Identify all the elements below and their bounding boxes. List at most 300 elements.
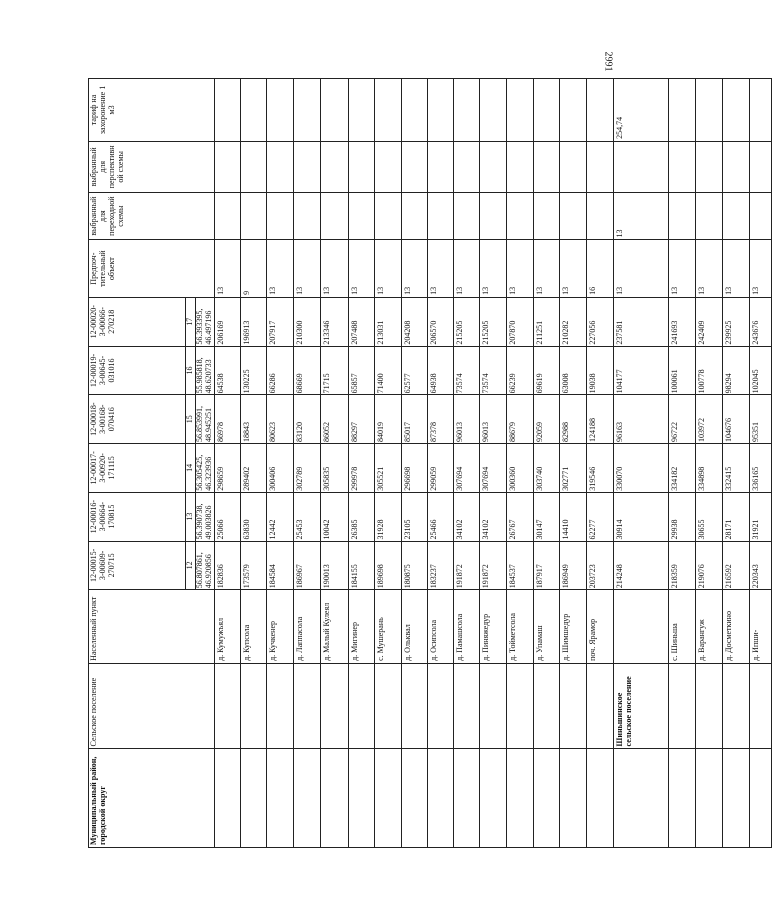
cell-distance: 215205 [479, 297, 506, 346]
cell-prospective [533, 141, 559, 192]
cell-rural [374, 663, 401, 749]
header-tariff: тариф на захоронение 1 м3 [89, 79, 215, 142]
cell-preferred: 13 [533, 240, 559, 297]
cell-prospective [586, 141, 613, 192]
cell-municipality [533, 749, 559, 848]
cell-distance: 207488 [348, 297, 374, 346]
cell-distance: 28171 [722, 492, 749, 541]
header-object-id: 12-00016-З-00664-170815 [89, 492, 186, 541]
cell-distance: 330070 [613, 444, 668, 493]
cell-distance: 210300 [293, 297, 320, 346]
table-row [479, 79, 506, 848]
cell-municipality [214, 749, 240, 848]
cell-settlement: д. Тойметсола [506, 590, 533, 664]
cell-municipality [559, 749, 586, 848]
cell-distance: 242409 [695, 297, 722, 346]
cell-tariff [453, 79, 479, 142]
cell-settlement: поч. Ярамор [586, 590, 613, 664]
cell-preferred: 13 [320, 240, 348, 297]
cell-municipality [320, 749, 348, 848]
cell-transition [293, 192, 320, 240]
cell-preferred: 13 [695, 240, 722, 297]
cell-tariff [240, 79, 266, 142]
table-row [749, 79, 771, 848]
cell-municipality [348, 749, 374, 848]
cell-rural [453, 663, 479, 749]
cell-distance: 95351 [749, 395, 771, 444]
cell-municipality [266, 749, 293, 848]
header-object-number: 12 [186, 541, 196, 590]
cell-distance: 191872 [479, 541, 506, 590]
cell-tariff [506, 79, 533, 142]
header-object-id: 12-00015-З-00609-270715 [89, 541, 186, 590]
cell-distance: 71400 [374, 346, 401, 395]
cell-settlement: д. Мигинер [348, 590, 374, 664]
cell-distance: 184155 [348, 541, 374, 590]
table-row [559, 79, 586, 848]
cell-prospective [427, 141, 453, 192]
cell-distance: 102045 [749, 346, 771, 395]
cell-preferred: 16 [586, 240, 613, 297]
cell-distance: 214248 [613, 541, 668, 590]
cell-transition [722, 192, 749, 240]
table-row [214, 79, 240, 848]
cell-distance: 100778 [695, 346, 722, 395]
cell-tariff [293, 79, 320, 142]
cell-distance: 220343 [749, 541, 771, 590]
cell-distance: 211251 [533, 297, 559, 346]
cell-distance: 30655 [695, 492, 722, 541]
header-object-number: 15 [186, 395, 196, 444]
header-chosen-transition: выбранный для переходной схемы [89, 192, 215, 240]
cell-distance: 299978 [348, 444, 374, 493]
cell-tariff [749, 79, 771, 142]
cell-distance: 186949 [559, 541, 586, 590]
cell-distance: 71715 [320, 346, 348, 395]
cell-distance: 184537 [506, 541, 533, 590]
header-object-number: 14 [186, 444, 196, 493]
cell-tariff [266, 79, 293, 142]
cell-distance: 100061 [668, 346, 695, 395]
cell-distance: 130225 [240, 346, 266, 395]
table-row [374, 79, 401, 848]
cell-tariff [533, 79, 559, 142]
header-object-id: 12-00019-З-00645-031016 [89, 346, 186, 395]
cell-prospective [348, 141, 374, 192]
cell-distance: 63830 [240, 492, 266, 541]
cell-distance: 298659 [214, 444, 240, 493]
cell-tariff [401, 79, 427, 142]
cell-distance: 216592 [722, 541, 749, 590]
cell-distance: 191872 [453, 541, 479, 590]
cell-distance: 190013 [320, 541, 348, 590]
cell-distance: 307694 [453, 444, 479, 493]
table-row [613, 79, 668, 848]
cell-distance: 319546 [586, 444, 613, 493]
cell-prospective [613, 141, 668, 192]
cell-rural [668, 663, 695, 749]
cell-tariff [374, 79, 401, 142]
cell-distance: 92059 [533, 395, 559, 444]
cell-settlement: д. Ольквал [401, 590, 427, 664]
cell-distance: 334182 [668, 444, 695, 493]
cell-rural [401, 663, 427, 749]
cell-rural [348, 663, 374, 749]
cell-distance: 66239 [506, 346, 533, 395]
table-row [453, 79, 479, 848]
cell-transition [695, 192, 722, 240]
cell-distance: 206570 [427, 297, 453, 346]
page-number: 2991 [602, 51, 614, 72]
cell-distance: 96163 [613, 395, 668, 444]
cell-distance: 243676 [749, 297, 771, 346]
cell-distance: 124188 [586, 395, 613, 444]
cell-distance: 173579 [240, 541, 266, 590]
cell-preferred: 13 [479, 240, 506, 297]
cell-distance: 336165 [749, 444, 771, 493]
cell-distance: 73574 [453, 346, 479, 395]
cell-transition [240, 192, 266, 240]
cell-rural [695, 663, 722, 749]
cell-municipality [722, 749, 749, 848]
cell-distance: 296698 [401, 444, 427, 493]
cell-rural [533, 663, 559, 749]
cell-distance: 98294 [722, 346, 749, 395]
cell-distance: 73574 [479, 346, 506, 395]
cell-settlement: д. Досметкино [722, 590, 749, 664]
cell-distance: 299059 [427, 444, 453, 493]
cell-distance: 23105 [401, 492, 427, 541]
cell-distance: 30147 [533, 492, 559, 541]
cell-municipality [668, 749, 695, 848]
cell-distance: 88297 [348, 395, 374, 444]
cell-tariff [668, 79, 695, 142]
header-municipality: Муниципальный район, городской округ [89, 749, 215, 848]
cell-distance: 96722 [668, 395, 695, 444]
cell-distance: 65857 [348, 346, 374, 395]
cell-transition [668, 192, 695, 240]
cell-prospective [559, 141, 586, 192]
cell-tariff [320, 79, 348, 142]
table-row [348, 79, 374, 848]
cell-preferred: 9 [240, 240, 266, 297]
cell-distance: 300406 [266, 444, 293, 493]
cell-prospective [479, 141, 506, 192]
table-row [668, 79, 695, 848]
cell-municipality [240, 749, 266, 848]
cell-transition [453, 192, 479, 240]
cell-settlement: д. Купсола [240, 590, 266, 664]
cell-distance: 83120 [293, 395, 320, 444]
cell-preferred: 13 [722, 240, 749, 297]
cell-preferred: 13 [749, 240, 771, 297]
cell-distance: 187917 [533, 541, 559, 590]
header-object-number: 16 [186, 346, 196, 395]
cell-distance: 87378 [427, 395, 453, 444]
cell-preferred: 13 [401, 240, 427, 297]
cell-distance: 305835 [320, 444, 348, 493]
cell-distance: 302771 [559, 444, 586, 493]
cell-distance: 237581 [613, 297, 668, 346]
cell-prospective [374, 141, 401, 192]
cell-tariff [427, 79, 453, 142]
cell-transition [559, 192, 586, 240]
cell-distance: 227056 [586, 297, 613, 346]
cell-distance: 25453 [293, 492, 320, 541]
cell-distance: 213031 [374, 297, 401, 346]
cell-rural [559, 663, 586, 749]
header-object-id: 12-00020-З-00066-270218 [89, 297, 186, 346]
cell-municipality [479, 749, 506, 848]
cell-transition [374, 192, 401, 240]
cell-preferred: 13 [506, 240, 533, 297]
cell-distance: 184584 [266, 541, 293, 590]
cell-distance: 62577 [401, 346, 427, 395]
cell-distance: 218359 [668, 541, 695, 590]
cell-prospective [293, 141, 320, 192]
cell-distance: 303740 [533, 444, 559, 493]
cell-prospective [401, 141, 427, 192]
cell-rural [320, 663, 348, 749]
cell-preferred: 13 [613, 240, 668, 297]
cell-distance: 86978 [214, 395, 240, 444]
cell-transition [266, 192, 293, 240]
cell-prospective [320, 141, 348, 192]
cell-prospective [749, 141, 771, 192]
cell-distance: 334898 [695, 444, 722, 493]
table-row [533, 79, 559, 848]
cell-distance: 332415 [722, 444, 749, 493]
cell-distance: 63008 [559, 346, 586, 395]
cell-transition [320, 192, 348, 240]
header-object-number: 13 [186, 492, 196, 541]
header-chosen-prospective: выбранный для перспективной схемы [89, 141, 215, 192]
header-object-id: 12-00017-З-00920-171115 [89, 444, 186, 493]
cell-prospective [722, 141, 749, 192]
header-preferred: Предпоч-тительный объект [89, 240, 215, 297]
cell-preferred: 13 [214, 240, 240, 297]
cell-distance: 14410 [559, 492, 586, 541]
cell-distance: 62277 [586, 492, 613, 541]
cell-tariff [479, 79, 506, 142]
cell-transition [479, 192, 506, 240]
cell-rural [586, 663, 613, 749]
cell-prospective [453, 141, 479, 192]
table-row [427, 79, 453, 848]
cell-prospective [695, 141, 722, 192]
cell-settlement: д. Пиняжедур [479, 590, 506, 664]
cell-settlement: д. Варангуж [695, 590, 722, 664]
cell-municipality [401, 749, 427, 848]
cell-distance: 207870 [506, 297, 533, 346]
header-object-coord: 56.393395, 46.497196 [195, 297, 214, 346]
cell-transition [506, 192, 533, 240]
cell-rural [293, 663, 320, 749]
cell-transition [533, 192, 559, 240]
cell-settlement: д. Шимшедур [559, 590, 586, 664]
header-rural: Сельское поселение [89, 663, 215, 749]
cell-distance: 10042 [320, 492, 348, 541]
cell-distance: 31928 [374, 492, 401, 541]
cell-distance: 96013 [453, 395, 479, 444]
cell-preferred: 13 [266, 240, 293, 297]
cell-distance: 25466 [427, 492, 453, 541]
cell-prospective [668, 141, 695, 192]
cell-distance: 85017 [401, 395, 427, 444]
cell-distance: 104676 [722, 395, 749, 444]
cell-rural [266, 663, 293, 749]
cell-rural [722, 663, 749, 749]
cell-distance: 18843 [240, 395, 266, 444]
cell-rural [427, 663, 453, 749]
cell-transition [749, 192, 771, 240]
cell-distance: 239925 [722, 297, 749, 346]
header-object-coord: 56.807861, 46.920856 [195, 541, 214, 590]
cell-settlement: д. Упамаш [533, 590, 559, 664]
cell-tariff [214, 79, 240, 142]
cell-preferred: 13 [374, 240, 401, 297]
cell-preferred: 13 [348, 240, 374, 297]
cell-transition [214, 192, 240, 240]
cell-tariff [348, 79, 374, 142]
cell-settlement [613, 590, 668, 664]
cell-distance: 12442 [266, 492, 293, 541]
cell-distance: 82988 [559, 395, 586, 444]
cell-distance: 68669 [293, 346, 320, 395]
cell-settlement: д. Лаппасола [293, 590, 320, 664]
cell-distance: 186967 [293, 541, 320, 590]
cell-distance: 30914 [613, 492, 668, 541]
cell-distance: 64938 [427, 346, 453, 395]
cell-distance: 183237 [427, 541, 453, 590]
cell-tariff [722, 79, 749, 142]
cell-distance: 80623 [266, 395, 293, 444]
cell-municipality [293, 749, 320, 848]
header-object-id: 12-00018-З-00168-070416 [89, 395, 186, 444]
cell-distance: 204208 [401, 297, 427, 346]
cell-settlement: д. Малый Кулеял [320, 590, 348, 664]
cell-distance: 307694 [479, 444, 506, 493]
cell-preferred: 13 [453, 240, 479, 297]
cell-preferred: 13 [427, 240, 453, 297]
table-row [266, 79, 293, 848]
header-object-coord: 56.853991, 48.945251 [195, 395, 214, 444]
cell-distance: 66286 [266, 346, 293, 395]
cell-distance: 88679 [506, 395, 533, 444]
cell-distance: 196913 [240, 297, 266, 346]
table-row [293, 79, 320, 848]
cell-settlement: с. Мушерань [374, 590, 401, 664]
cell-distance: 203723 [586, 541, 613, 590]
cell-rural [479, 663, 506, 749]
cell-municipality [613, 749, 668, 848]
cell-transition [348, 192, 374, 240]
cell-distance: 69619 [533, 346, 559, 395]
cell-distance: 210282 [559, 297, 586, 346]
cell-distance: 26385 [348, 492, 374, 541]
cell-municipality [453, 749, 479, 848]
settlements-table [88, 78, 772, 848]
cell-transition: 13 [613, 192, 668, 240]
header-row [89, 79, 186, 848]
cell-settlement: д. Ипши- [749, 590, 771, 664]
cell-distance: 215205 [453, 297, 479, 346]
cell-distance: 182836 [214, 541, 240, 590]
cell-distance: 300360 [506, 444, 533, 493]
cell-distance: 180875 [401, 541, 427, 590]
cell-municipality [695, 749, 722, 848]
cell-municipality [427, 749, 453, 848]
cell-municipality [506, 749, 533, 848]
cell-distance: 96013 [479, 395, 506, 444]
cell-distance: 289402 [240, 444, 266, 493]
cell-prospective [214, 141, 240, 192]
cell-distance: 34102 [453, 492, 479, 541]
cell-preferred: 13 [559, 240, 586, 297]
cell-distance: 19038 [586, 346, 613, 395]
cell-settlement: д. Памашсола [453, 590, 479, 664]
cell-distance: 34102 [479, 492, 506, 541]
table-row [722, 79, 749, 848]
cell-rural [240, 663, 266, 749]
cell-distance: 104177 [613, 346, 668, 395]
cell-tariff [559, 79, 586, 142]
cell-rural: Шиньшинское сельское поселение [613, 663, 668, 749]
cell-settlement: д. Осипсола [427, 590, 453, 664]
table-row [586, 79, 613, 848]
table-row [506, 79, 533, 848]
cell-distance: 206169 [214, 297, 240, 346]
table-row [401, 79, 427, 848]
header-object-coord: 55.985818, 48.620733 [195, 346, 214, 395]
cell-prospective [266, 141, 293, 192]
header-settlement: Населенный пункт [89, 590, 215, 664]
header-object-coord: 56.390738, 49.003826 [195, 492, 214, 541]
cell-distance: 26767 [506, 492, 533, 541]
header-object-coord: 56.305425, 46.323936 [195, 444, 214, 493]
cell-preferred: 13 [668, 240, 695, 297]
table-row [320, 79, 348, 848]
cell-settlement: д. Кумужъял [214, 590, 240, 664]
cell-distance: 302789 [293, 444, 320, 493]
header-object-number: 17 [186, 297, 196, 346]
cell-distance: 25066 [214, 492, 240, 541]
cell-distance: 86052 [320, 395, 348, 444]
cell-municipality [374, 749, 401, 848]
cell-distance: 241693 [668, 297, 695, 346]
rotated-table-wrapper [88, 78, 760, 848]
cell-distance: 31921 [749, 492, 771, 541]
cell-municipality [586, 749, 613, 848]
cell-distance: 84019 [374, 395, 401, 444]
cell-prospective [240, 141, 266, 192]
cell-rural [214, 663, 240, 749]
cell-tariff [586, 79, 613, 142]
table-row [240, 79, 266, 848]
cell-transition [401, 192, 427, 240]
cell-distance: 219076 [695, 541, 722, 590]
cell-prospective [506, 141, 533, 192]
table-row [695, 79, 722, 848]
cell-municipality [749, 749, 771, 848]
cell-distance: 189698 [374, 541, 401, 590]
cell-distance: 103972 [695, 395, 722, 444]
cell-rural [749, 663, 771, 749]
cell-distance: 213346 [320, 297, 348, 346]
cell-distance: 207917 [266, 297, 293, 346]
cell-settlement: д. Кучкенер [266, 590, 293, 664]
cell-settlement: с. Шиньша [668, 590, 695, 664]
